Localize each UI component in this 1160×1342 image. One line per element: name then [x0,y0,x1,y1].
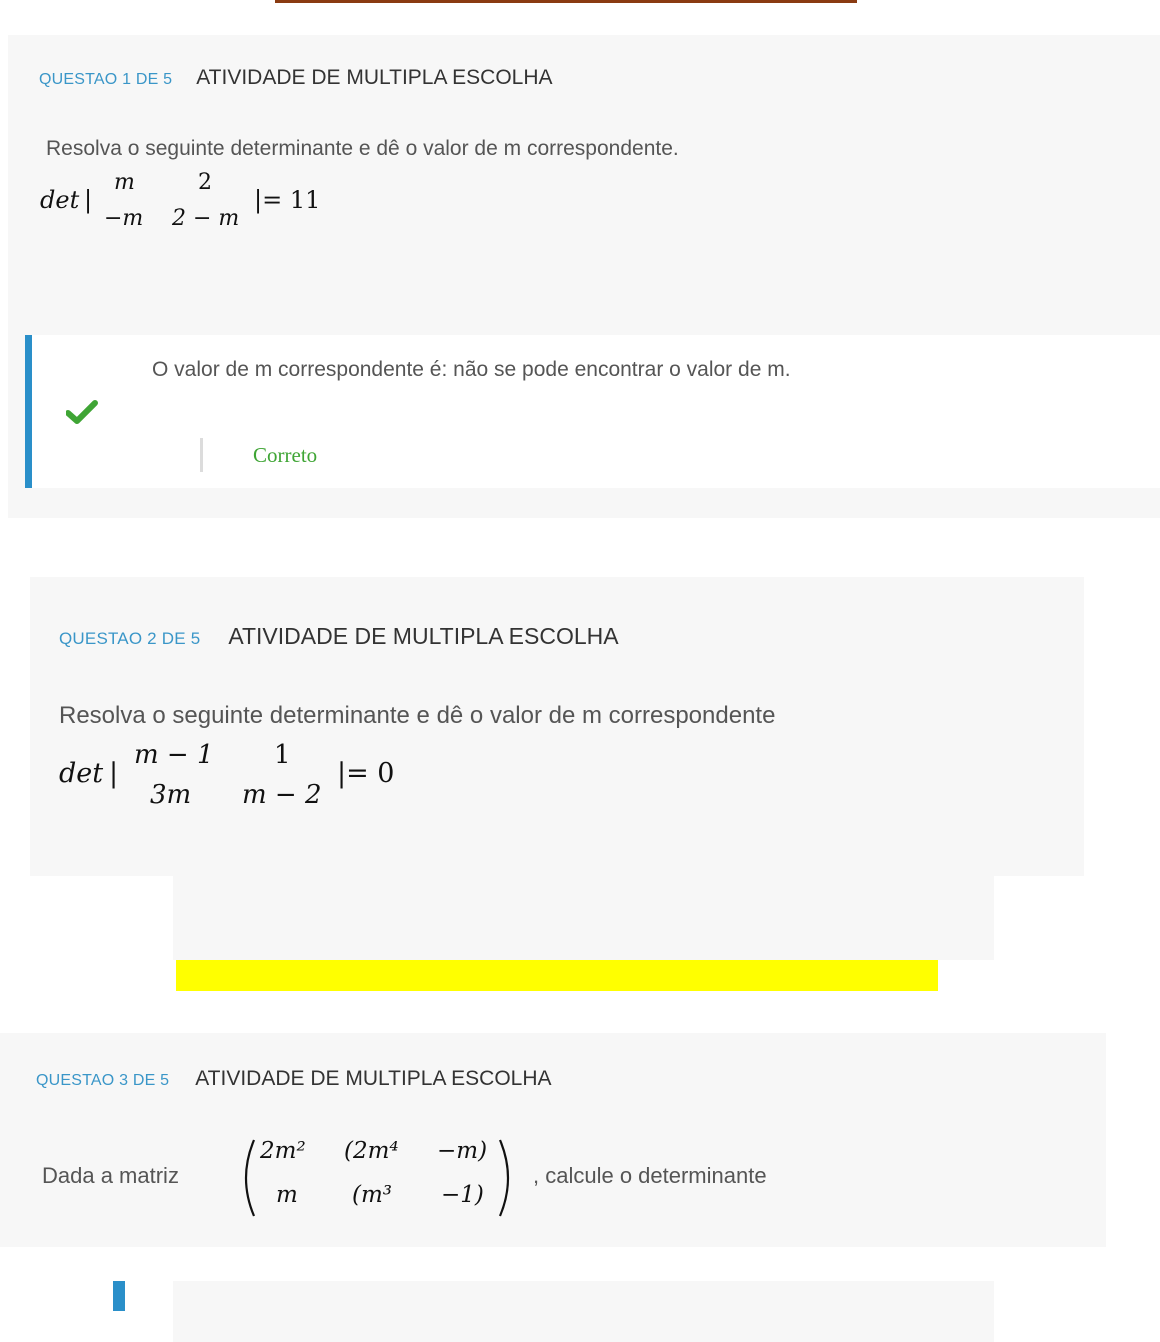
answer-placeholder-box [173,1281,994,1342]
question-prompt-after: , calcule o determinante [533,1163,767,1188]
feedback-divider [200,438,203,472]
matrix-cell: (m³ [352,1182,393,1208]
question-number: QUESTAO 1 DE 5 [39,71,173,88]
question-3-panel [0,1033,1106,1247]
det-cell: 3m [150,780,192,810]
det-label: det [59,758,104,789]
answer-text: O valor de m correspondente é: não se pode encontrar o valor de m. [152,358,791,381]
left-paren [234,1138,258,1222]
det-cell: 2 − m [172,206,240,231]
det-cell: 1 [274,740,291,770]
det-cell: m − 1 [134,740,214,770]
answer-placeholder-box [173,876,994,960]
check-icon [66,400,98,429]
det-rhs: |= 0 [337,758,395,789]
matrix-cell: 2m² [260,1138,306,1164]
answer-indicator-bar [113,1281,125,1311]
det-bar: | [84,186,93,214]
question-type: ATIVIDADE DE MULTIPLA ESCOLHA [228,623,619,649]
question-prompt: Resolva o seguinte determinante e dê o valor de m correspondente. [46,137,679,160]
question-3-header [36,1067,552,1091]
question-type: ATIVIDADE DE MULTIPLA ESCOLHA [196,66,553,89]
matrix-cell: m [276,1182,298,1208]
matrix-cell: −1) [441,1182,484,1208]
question-number: QUESTAO 3 DE 5 [36,1072,170,1089]
question-2-header [59,623,619,650]
question-number: QUESTAO 2 DE 5 [59,629,201,648]
question-prompt: Resolva o seguinte determinante e dê o valor de m correspondente [59,702,776,729]
det-label: det [40,186,80,214]
right-paren [496,1138,520,1222]
det-bar: | [109,758,119,789]
det-cell: m − 2 [242,780,322,810]
highlight-bar [176,960,938,991]
feedback-text: Correto [253,443,318,467]
question-prompt-before: Dada a matriz [42,1163,179,1188]
top-divider [275,0,857,3]
det-rhs: |= 11 [254,186,321,214]
question-1-header [39,66,553,90]
matrix-cell: −m) [437,1138,488,1164]
det-cell: −m [104,206,144,231]
answer-indicator-bar [25,335,32,488]
question-type: ATIVIDADE DE MULTIPLA ESCOLHA [195,1067,552,1090]
det-cell: m [114,170,135,195]
matrix-cell: (2m⁴ [344,1138,399,1164]
det-cell: 2 [198,170,212,195]
